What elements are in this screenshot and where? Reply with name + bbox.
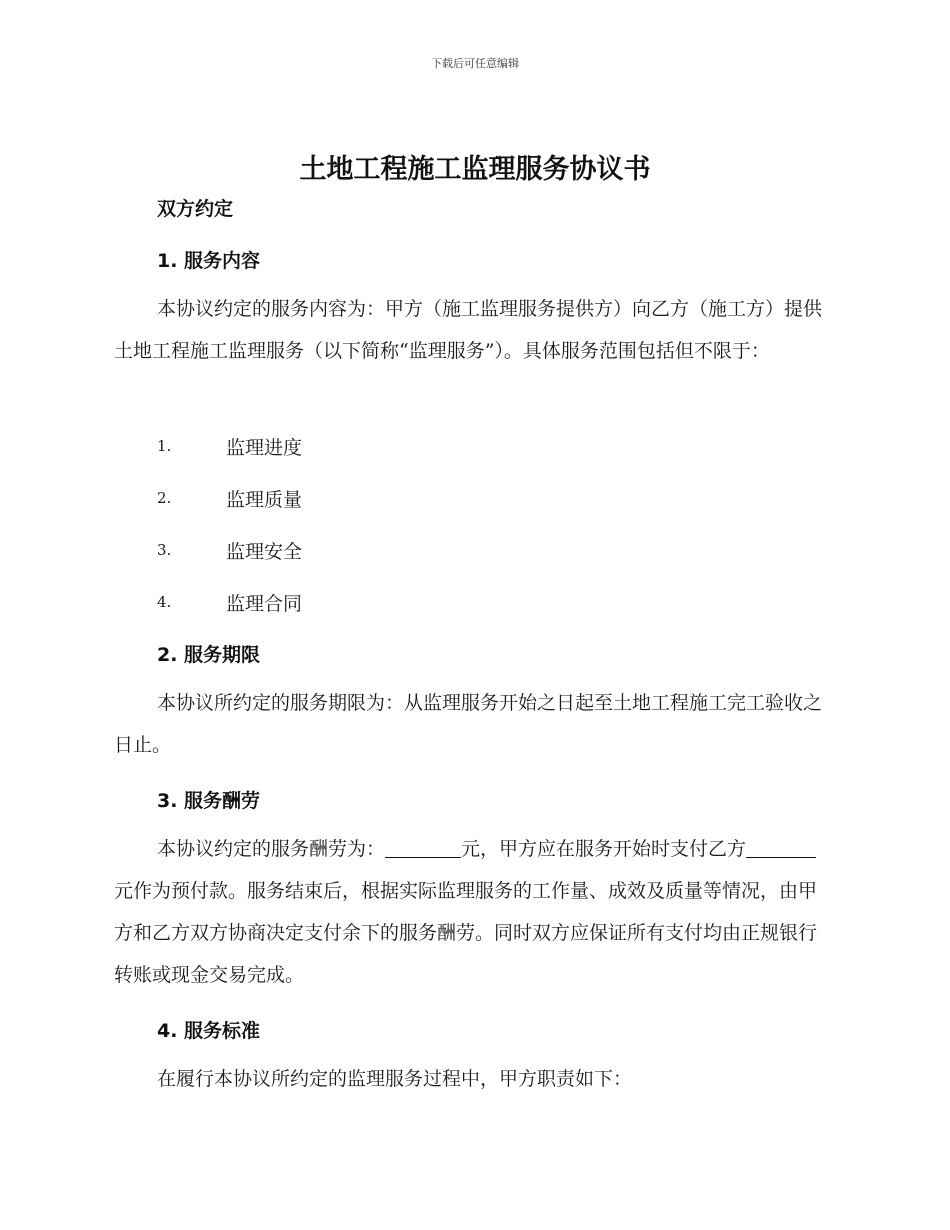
section-3-text-c: 元作为预付款。服务结束后，根据实际监理服务的工作量、成效及质量等情况，由甲方和乙方双方协商决定支付余下的服务酬劳。同时双方应保证所有支付均由正规银行转账或现金交易完成。 bbox=[114, 880, 818, 986]
section-3-heading: 3. 服务酬劳 bbox=[157, 790, 261, 812]
section-3-paragraph bbox=[114, 828, 834, 996]
section-1-heading: 1. 服务内容 bbox=[157, 250, 261, 272]
section-intro-heading: 双方约定 bbox=[157, 198, 234, 220]
list-item-number: 3. bbox=[157, 541, 172, 559]
section-4-heading: 4. 服务标准 bbox=[157, 1020, 261, 1042]
prepayment-blank bbox=[746, 838, 816, 858]
list-item-number: 4. bbox=[157, 593, 172, 611]
list-item-number: 2. bbox=[157, 489, 172, 507]
section-1-paragraph: 本协议约定的服务内容为：甲方（施工监理服务提供方）向乙方（施工方）提供土地工程施工监理服务（以下简称“监理服务”）。具体服务范围包括但不限于： bbox=[114, 298, 823, 362]
list-item-text: 监理安全 bbox=[226, 541, 303, 563]
list-item-text: 监理质量 bbox=[226, 489, 303, 511]
list-item-text: 监理合同 bbox=[226, 593, 303, 615]
header-note: 下载后可任意编辑 bbox=[431, 57, 519, 70]
section-2-heading: 2. 服务期限 bbox=[157, 644, 261, 666]
document-title: 土地工程施工监理服务协议书 bbox=[299, 154, 651, 185]
section-3-text-b: 元，甲方应在服务开始时支付乙方 bbox=[461, 838, 747, 860]
section-3-text-a: 本协议约定的服务酬劳为： bbox=[157, 838, 386, 860]
list-item-text: 监理进度 bbox=[226, 437, 303, 459]
list-item-number: 1. bbox=[157, 437, 172, 455]
section-2-paragraph: 本协议所约定的服务期限为：从监理服务开始之日起至土地工程施工完工验收之日止。 bbox=[114, 692, 823, 756]
section-4-paragraph: 在履行本协议所约定的监理服务过程中，甲方职责如下： bbox=[157, 1068, 633, 1090]
amount-blank bbox=[385, 838, 461, 858]
